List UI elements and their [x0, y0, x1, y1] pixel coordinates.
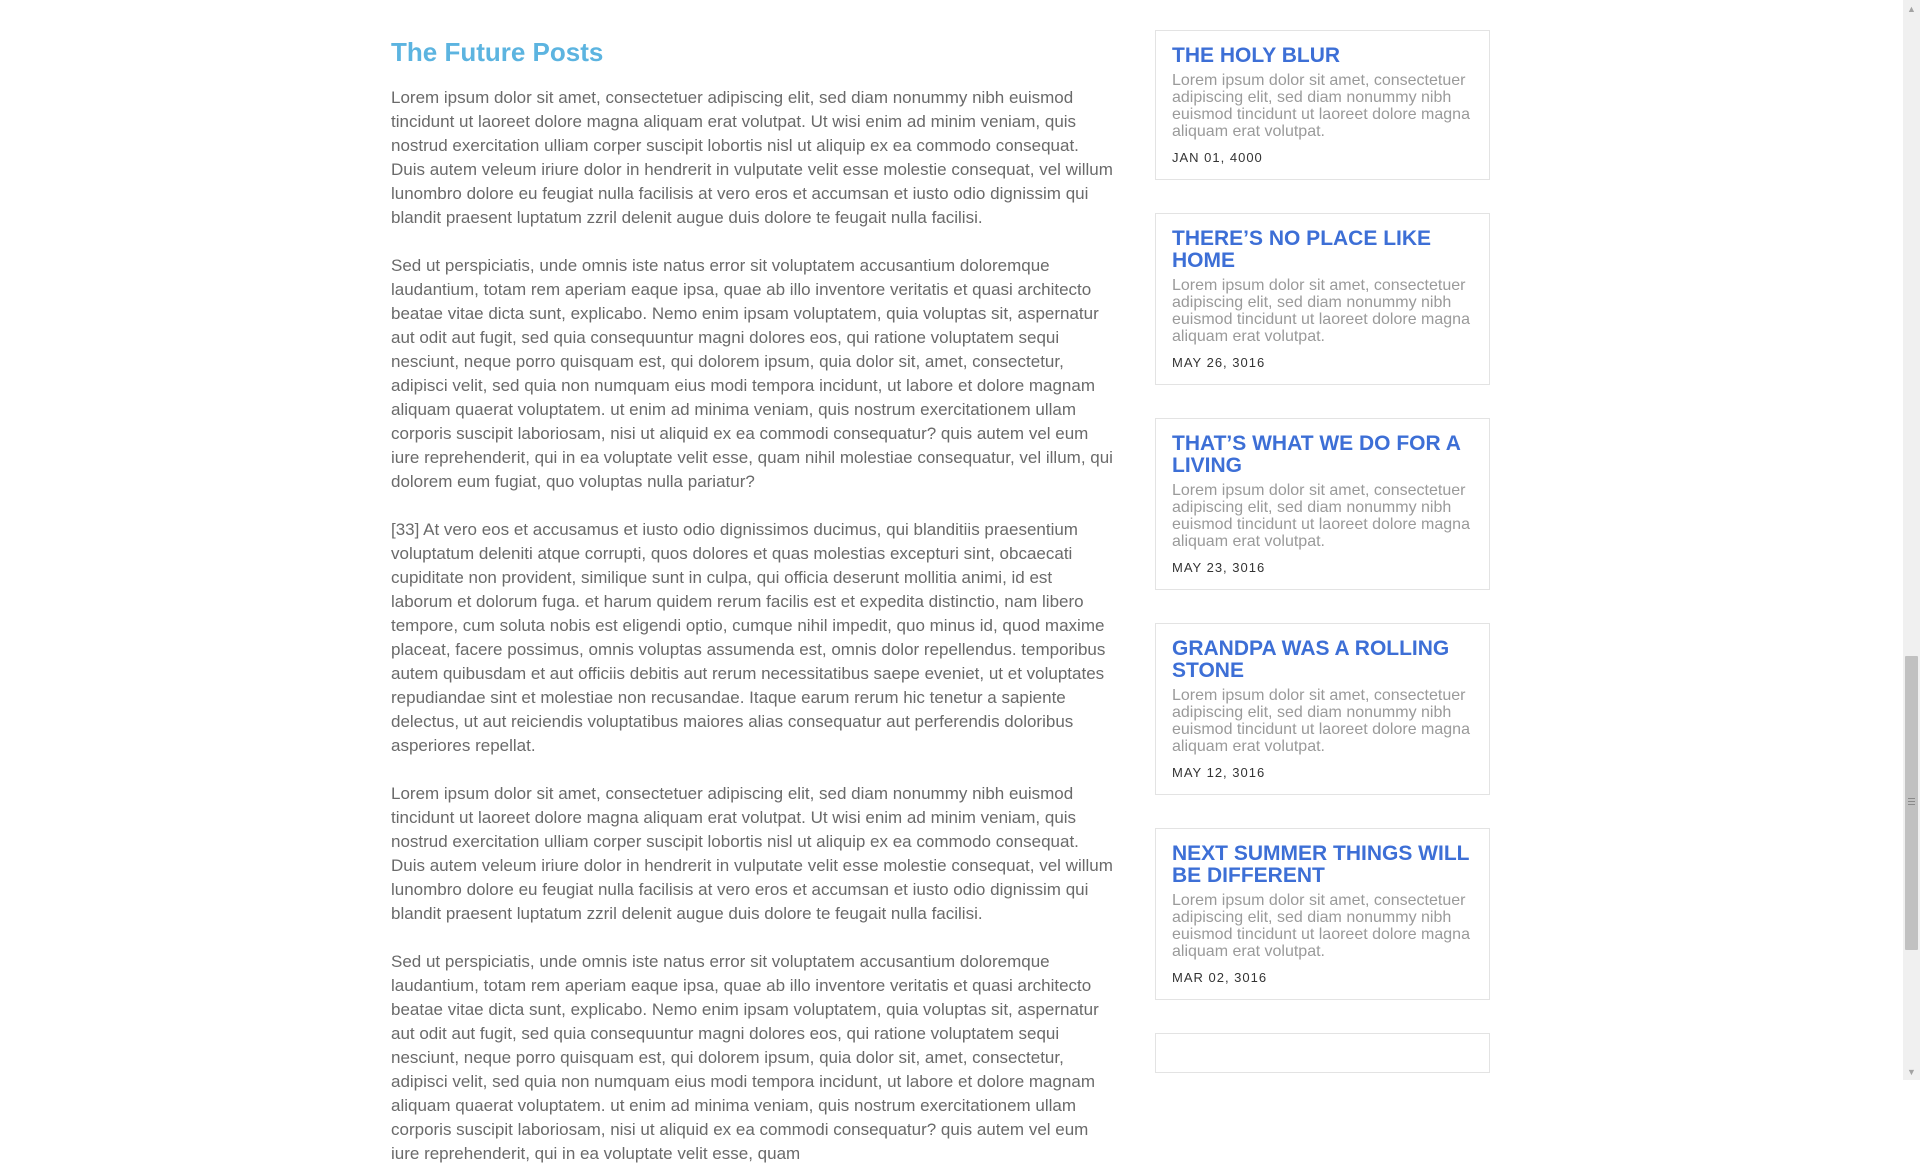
body-paragraph: [33] At vero eos et accusamus et iusto odio dignissimos ducimus, qui blanditiis praesentium voluptatum deleniti atque corrupti, quos dolores et quas molestias excepturi sint, obcaecati cupiditate non provident, similique sunt in culpa, qui officia deserunt mollitia animi, id est laborum et dolorum fuga. et harum quidem rerum facilis est et expedita distinctio, nam libero tempore, cum soluta nobis est eligendi optio, cumque nihil impedit, quo minus id, quod maxime placeat, facere possimus, omnis voluptas assumenda est, omnis dolor repellendus. temporibus autem quibusdam et aut officiis debitis aut rerum necessitatibus saepe eveniet, ut et voluptates repudiandae sint et molestiae non recusandae. Itaque earum rerum hic tenetur a sapiente delectus, ut aut reiciendis voluptatibus maiores alias consequatur aut perferendis doloribus asperiores repellat.	[391, 520, 1106, 755]
post-title-link[interactable]: THAT’S WHAT WE DO FOR A LIVING	[1172, 432, 1461, 477]
post-card[interactable]	[1155, 623, 1490, 795]
post-card[interactable]	[1155, 418, 1490, 590]
triangle-down-icon[interactable]: ▼	[1907, 1066, 1916, 1077]
vertical-scrollbar[interactable]	[1903, 0, 1920, 1080]
post-card[interactable]	[1155, 30, 1490, 180]
post-date: MAY 26, 3016	[1172, 355, 1266, 370]
body-paragraph: Lorem ipsum dolor sit amet, consectetuer adipiscing elit, sed diam nonummy nibh euismod tincidunt ut laoreet dolore magna aliquam erat volutpat. Ut wisi enim ad minim veniam, quis nostrud exercitation ulliam corper suscipit lobortis nisl ut aliquip ex ea commodo consequat. Duis autem veleum iriure dolor in hendrerit in vulputate velit esse molestie consequat, vel willum lunombro dolore eu feugiat nulla facilisis at vero eros et accumsan et iusto odio dignissim qui blandit praesent luptatum zzril delenit augue duis dolore te feugait nulla facilisi.	[391, 784, 1113, 923]
post-date: JAN 01, 4000	[1172, 150, 1263, 165]
post-title-link[interactable]: NEXT SUMMER THINGS WILL BE DIFFERENT	[1172, 842, 1470, 887]
post-excerpt: Lorem ipsum dolor sit amet, consectetuer adipiscing elit, sed diam nonummy nibh euismod tincidunt ut laoreet dolore magna aliquam erat volutpat.	[1172, 277, 1470, 345]
body-paragraph: Sed ut perspiciatis, unde omnis iste natus error sit voluptatem accusantium doloremque laudantium, totam rem aperiam eaque ipsa, quae ab illo inventore veritatis et quasi architecto beatae vitae dicta sunt, explicabo. Nemo enim ipsam voluptatem, quia voluptas sit, aspernatur aut odit aut fugit, sed quia consequuntur magni dolores eos, qui ratione voluptatem sequi nesciunt, neque porro quisquam est, qui dolorem ipsum, quia dolor sit, amet, consectetur, adipisci velit, sed quia non numquam eius modi tempora incidunt, ut labore et dolore magnam aliquam quaerat voluptatem. ut enim ad minima veniam, quis nostrum exercitationem ullam corporis suscipit laboriosam, nisi ut aliquid ex ea commodi consequatur? quis autem vel eum iure reprehenderit, qui in ea voluptate velit esse, quam nihil molestiae consequatur, vel illum, qui dolorem eum fugiat, quo voluptas nulla pariatur?	[391, 256, 1113, 491]
post-title-link[interactable]: THE HOLY BLUR	[1172, 44, 1341, 67]
post-title-link[interactable]: GRANDPA WAS A ROLLING STONE	[1172, 637, 1450, 682]
post-excerpt: Lorem ipsum dolor sit amet, consectetuer adipiscing elit, sed diam nonummy nibh euismod tincidunt ut laoreet dolore magna aliquam erat volutpat.	[1172, 892, 1470, 960]
scrollbar-thumb[interactable]	[1905, 656, 1918, 950]
post-date: MAY 23, 3016	[1172, 560, 1266, 575]
post-excerpt: Lorem ipsum dolor sit amet, consectetuer adipiscing elit, sed diam nonummy nibh euismod tincidunt ut laoreet dolore magna aliquam erat volutpat.	[1172, 72, 1470, 140]
triangle-up-icon[interactable]: ▲	[1907, 3, 1916, 14]
body-paragraph: Sed ut perspiciatis, unde omnis iste natus error sit voluptatem accusantium doloremque laudantium, totam rem aperiam eaque ipsa, quae ab illo inventore veritatis et quasi architecto beatae vitae dicta sunt, explicabo. Nemo enim ipsam voluptatem, quia voluptas sit, aspernatur aut odit aut fugit, sed quia consequuntur magni dolores eos, qui ratione voluptatem sequi nesciunt, neque porro quisquam est, qui dolorem ipsum, quia dolor sit, amet, consectetur, adipisci velit, sed quia non numquam eius modi tempora incidunt, ut labore et dolore magnam aliquam quaerat voluptatem. ut enim ad minima veniam, quis nostrum exercitationem ullam corporis suscipit laboriosam, nisi ut aliquid ex ea commodi consequatur? quis autem vel eum iure reprehenderit, qui in ea voluptate velit esse, quam	[391, 952, 1099, 1163]
post-card[interactable]	[1155, 828, 1490, 1000]
sidebar-post-list	[1155, 30, 1490, 1106]
post-excerpt: Lorem ipsum dolor sit amet, consectetuer adipiscing elit, sed diam nonummy nibh euismod tincidunt ut laoreet dolore magna aliquam erat volutpat.	[1172, 482, 1470, 550]
main-content	[391, 0, 1115, 1166]
post-title-link[interactable]: THERE’S NO PLACE LIKE HOME	[1172, 227, 1432, 272]
post-date: MAR 02, 3016	[1172, 970, 1268, 985]
post-card[interactable]	[1155, 213, 1490, 385]
grip-icon	[1908, 798, 1915, 805]
post-date: MAY 12, 3016	[1172, 765, 1266, 780]
post-card-partial[interactable]	[1155, 1033, 1490, 1073]
body-paragraph: Lorem ipsum dolor sit amet, consectetuer adipiscing elit, sed diam nonummy nibh euismod tincidunt ut laoreet dolore magna aliquam erat volutpat. Ut wisi enim ad minim veniam, quis nostrud exercitation ulliam corper suscipit lobortis nisl ut aliquip ex ea commodo consequat. Duis autem veleum iriure dolor in hendrerit in vulputate velit esse molestie consequat, vel willum lunombro dolore eu feugiat nulla facilisis at vero eros et accumsan et iusto odio dignissim qui blandit praesent luptatum zzril delenit augue duis dolore te feugait nulla facilisi.	[391, 88, 1113, 227]
page-title: The Future Posts	[391, 37, 604, 67]
post-excerpt: Lorem ipsum dolor sit amet, consectetuer adipiscing elit, sed diam nonummy nibh euismod tincidunt ut laoreet dolore magna aliquam erat volutpat.	[1172, 687, 1470, 755]
